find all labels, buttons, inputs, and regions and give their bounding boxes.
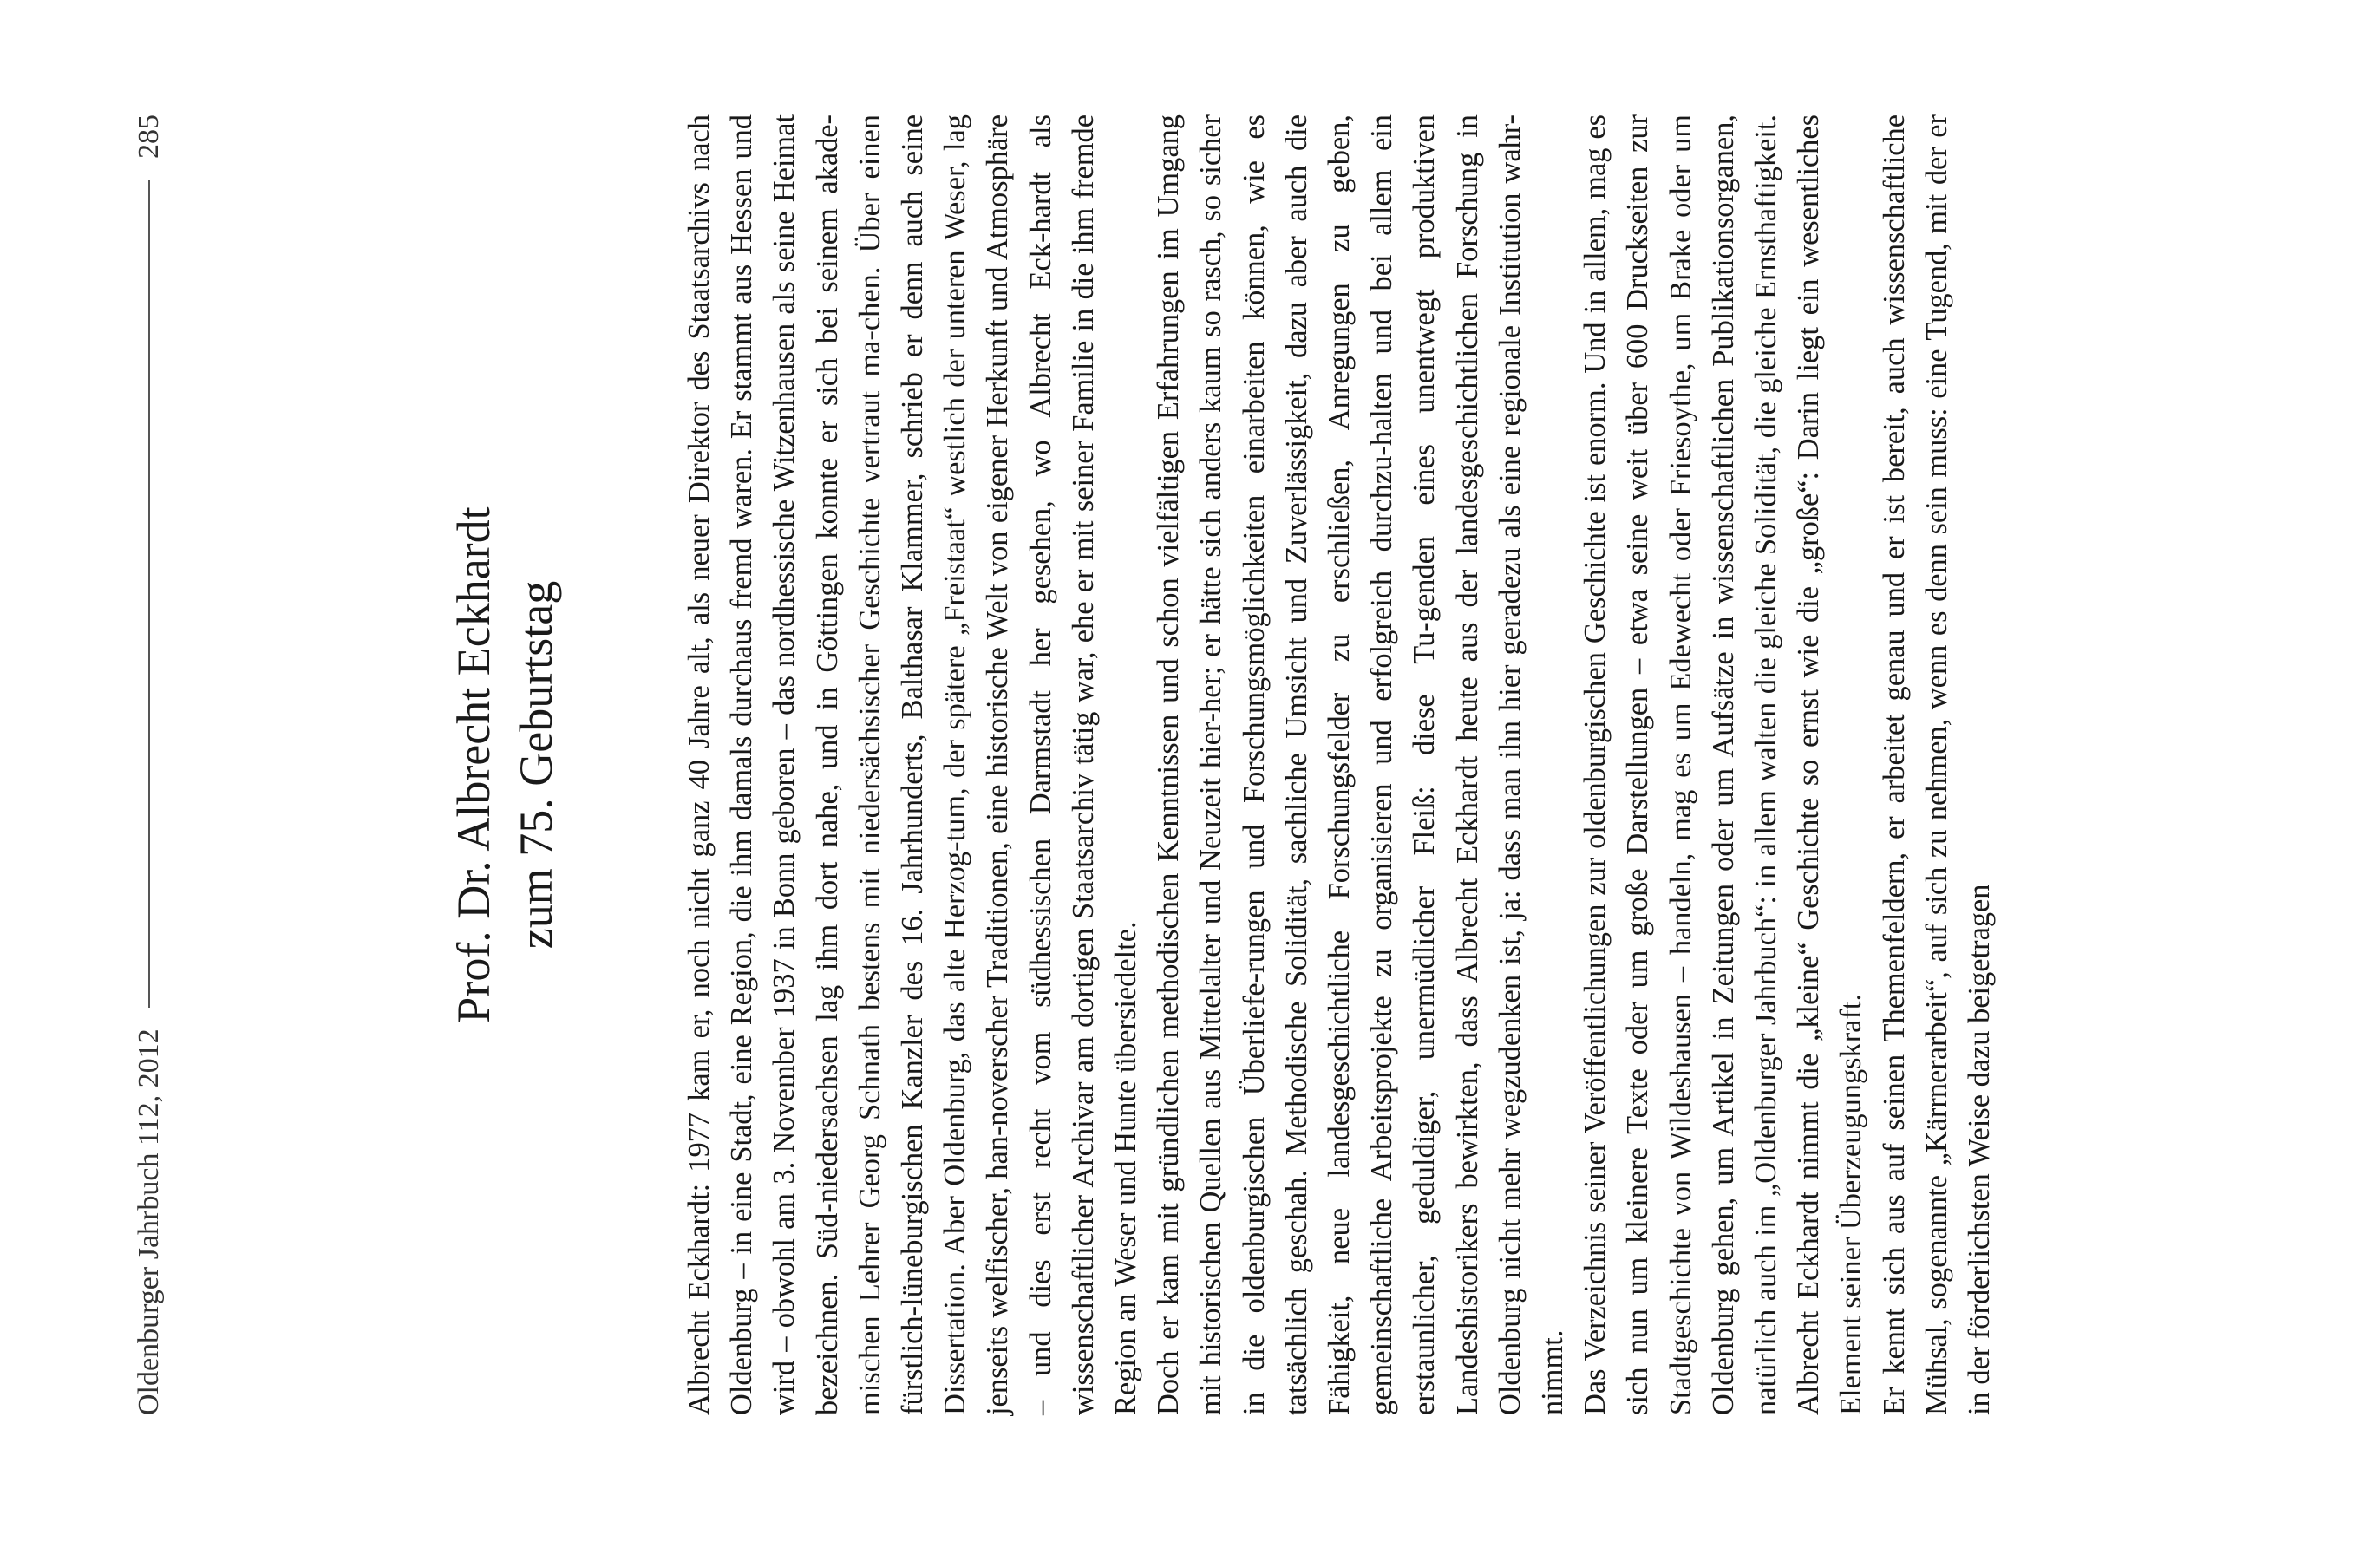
journal-title: Oldenburger Jahrbuch 112, 2012: [133, 1028, 165, 1415]
article-title-line-2: zum 75. Geburtstag: [510, 580, 562, 950]
paragraph-3: Das Verzeichnis seiner Veröffentlichungen zur oldenburgischen Geschichte ist enorm. Und in allem, mag es sich nun um kleinere Texte oder um große Darstellungen – etwa seine weit über 600 Druckseiten zur Stadtgeschichte von Wildeshausen – handeln, mag es um Edewecht oder Friesoythe, um Brake oder um Oldenburg gehen, um Artikel in Zeitungen oder um Aufsätze in wissenschaftlichen Publikationsorganen, natürlich auch im „Oldenburger Jahrbuch“: in allem walten die gleiche Solidität, die gleiche Ernsthaftigkeit. Albrecht Eckhardt nimmt die „kleine“ Geschichte so ernst wie die „große“: Darin liegt ein wesentliches Element seiner Überzeugungskraft.: [1579, 114, 1868, 1415]
article-title-line-1: Prof. Dr. Albrecht Eckhardt: [448, 506, 500, 1023]
page-number: 285: [133, 114, 165, 159]
running-head: [128, 114, 170, 1415]
article-body: [678, 114, 2001, 1415]
article-title: [442, 114, 567, 1415]
paragraph-1: Albrecht Eckhardt: 1977 kam er, noch nicht ganz 40 Jahre alt, als neuer Direktor des Staatsarchivs nach Oldenburg – in eine Stadt, eine Region, die ihm damals durchaus fremd waren. Er stammt aus Hessen und wird – obwohl am 3. November 1937 in Bonn geboren – das nordhessische Witzenhausen als seine Heimat bezeichnen. Süd-niedersachsen lag ihm dort nahe, und in Göttingen konnte er sich bei seinem akade-mischen Lehrer Georg Schnath bestens mit niedersächsischer Geschichte vertraut ma-chen. Über einen fürstlich-lüneburgischen Kanzler des 16. Jahrhunderts, Balthasar Klammer, schrieb er denn auch seine Dissertation. Aber Oldenburg, das alte Herzog-tum, der spätere „Freistaat“ westlich der unteren Weser, lag jenseits welfischer, han-noverscher Traditionen, eine historische Welt von eigener Herkunft und Atmosphäre – und dies erst recht vom südhessischen Darmstadt her gesehen, wo Albrecht Eck-hardt als wissenschaftlicher Archivar am dortigen Staatsarchiv tätig war, ehe er mit seiner Familie in die ihm fremde Region an Weser und Hunte übersiedelte.: [683, 114, 1143, 1415]
header-rule: [148, 180, 150, 1008]
paragraph-2: Doch er kam mit gründlichen methodischen Kenntnissen und schon vielfältigen Erfahrungen im Umgang mit historischen Quellen aus Mittelalter und Neuzeit hier-her; er hätte sich anders kaum so rasch, so sicher in die oldenburgischen Überliefe-rungen und Forschungsmöglichkeiten einarbeiten können, wie es tatsächlich geschah. Methodische Solidität, sachliche Umsicht und Zuverlässigkeit, dazu aber auch die Fähigkeit, neue landesgeschichtliche Forschungsfelder zu erschließen, Anregungen zu geben, gemeinschaftliche Arbeitsprojekte zu organisieren und erfolgreich durchzu-halten und bei allem ein erstaunlicher, geduldiger, unermüdlicher Fleiß: diese Tu-genden eines unentwegt produktiven Landeshistorikers bewirkten, dass Albrecht Eckhardt heute aus der landesgeschichtlichen Forschung in Oldenburg nicht mehr wegzudenken ist, ja: dass man ihn hier geradezu als eine regionale Institution wahr-nimmt.: [1152, 114, 1570, 1415]
paragraph-4: Er kennt sich aus auf seinen Themenfeldern, er arbeitet genau und er ist bereit, auch wissenschaftliche Mühsal, sogenannte „Kärrnerarbeit“, auf sich zu nehmen, wenn es denn sein muss: eine Tugend, mit der er in der förderlichsten Weise dazu beigetragen: [1877, 114, 1997, 1415]
